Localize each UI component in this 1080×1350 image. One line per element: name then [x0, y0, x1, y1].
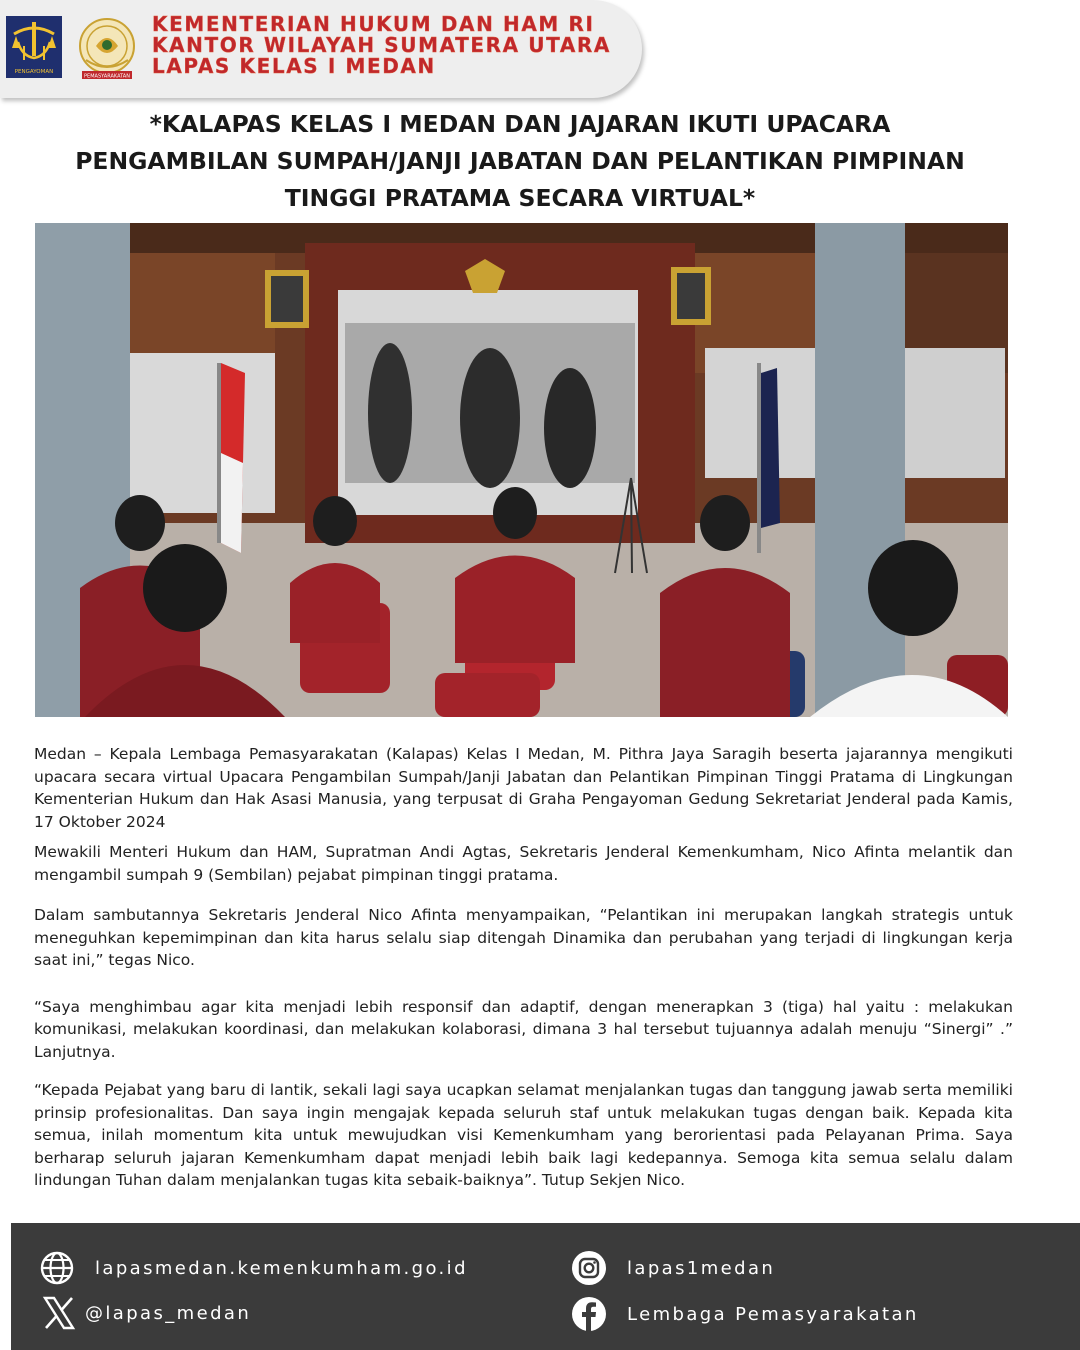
header-text: [152, 14, 611, 77]
paragraph-2: Mewakili Menteri Hukum dan HAM, Supratman Andi Agtas, Sekretaris Jenderal Kemenkumham, Nico Afinta melantik dan mengambil sumpah 9 (Sembilan) pejabat pimpinan tinggi pratama.: [34, 843, 1013, 884]
paragraph-4: “Saya menghimbau agar kita menjadi lebih responsif dan adaptif, dengan menerapkan 3 (tiga) hal yaitu : melakukan komunikasi, melakukan koordinasi, dan melakukan kolaborasi, dimana 3 hal tersebut tujuannya adalah menuju “Sinergi” .” Lanjutnya.: [34, 997, 1013, 1061]
event-photo: [35, 223, 1008, 717]
twitter-link[interactable]: [41, 1295, 251, 1331]
pemasyarakatan-logo: [72, 16, 142, 80]
globe-icon: [39, 1250, 75, 1286]
website-link[interactable]: [39, 1250, 468, 1286]
header-institution: LAPAS KELAS I MEDAN: [152, 54, 436, 78]
paragraph-3: Dalam sambutannya Sekretaris Jenderal Nico Afinta menyampaikan, “Pelantikan ini merupakan langkah strategis untuk meneguhkan kepemimpinan dan kita harus selalu siap ditengah Dinamika dan perubahan yang terjadi di lingkungan kerja saat ini,” tegas Nico.: [34, 906, 1013, 969]
title-line-1: *KALAPAS KELAS I MEDAN DAN JAJARAN IKUTI UPACARA: [149, 110, 891, 138]
header-ministry: KEMENTERIAN HUKUM DAN HAM RI: [152, 12, 595, 36]
instagram-link[interactable]: [571, 1250, 775, 1286]
instagram-icon: [571, 1250, 607, 1286]
header-banner: [0, 0, 642, 98]
pengayoman-logo: [6, 16, 62, 78]
logo1-label: PENGAYOMAN: [14, 69, 54, 75]
header-regional-office: KANTOR WILAYAH SUMATERA UTARA: [152, 33, 611, 57]
twitter-text: @lapas_medan: [85, 1302, 252, 1324]
paragraph-1: Medan – Kepala Lembaga Pemasyarakatan (Kalapas) Kelas I Medan, M. Pithra Jaya Saragih beserta jajarannya mengikuti upacara secara virtual Upacara Pengambilan Sumpah/Janji Jabatan dan Pelantikan Pimpinan Tinggi Pratama di Lingkungan Kementerian Hukum dan Hak Asasi Manusia, yang terpusat di Graha Pengayoman Gedung Sekretariat Jenderal pada Kamis, 17 Oktober 2024: [34, 745, 1013, 831]
title-line-3: TINGGI PRATAMA SECARA VIRTUAL*: [284, 184, 756, 212]
paragraph-5: “Kepada Pejabat yang baru di lantik, sekali lagi saya ucapkan selamat menjalankan tugas dan tanggung jawab serta memiliki prinsip profesionalitas. Dan saya ingin mengajak kepada seluruh staf untuk melakukan tugas dengan baik. Kepada kita semua, inilah momentum kita untuk mewujudkan visi Kemenkumham yang berorientasi pada Pelayanan Prima. Saya berharap seluruh jajaran Kemenkumham dapat menjadi lebih baik lagi kedepannya. Semoga kita semua selalu dalam lindungan Tuhan dalam menjalankan tugas kita sebaik-baiknya”. Tutup Sekjen Nico.: [34, 1081, 1013, 1189]
facebook-icon: [571, 1296, 607, 1332]
facebook-link[interactable]: [571, 1296, 919, 1332]
logo2-label: PEMASYARAKATAN: [84, 73, 130, 80]
title-line-2: PENGAMBILAN SUMPAH/JANJI JABATAN DAN PELANTIKAN PIMPINAN: [75, 147, 965, 175]
x-icon: [41, 1295, 77, 1331]
instagram-text: lapas1medan: [627, 1257, 776, 1279]
website-text: lapasmedan.kemenkumham.go.id: [95, 1257, 468, 1279]
article-body: [34, 743, 1013, 1192]
article-title: [20, 106, 1020, 217]
facebook-text: Lembaga Pemasyarakatan: [627, 1303, 919, 1325]
footer: [11, 1223, 1080, 1350]
